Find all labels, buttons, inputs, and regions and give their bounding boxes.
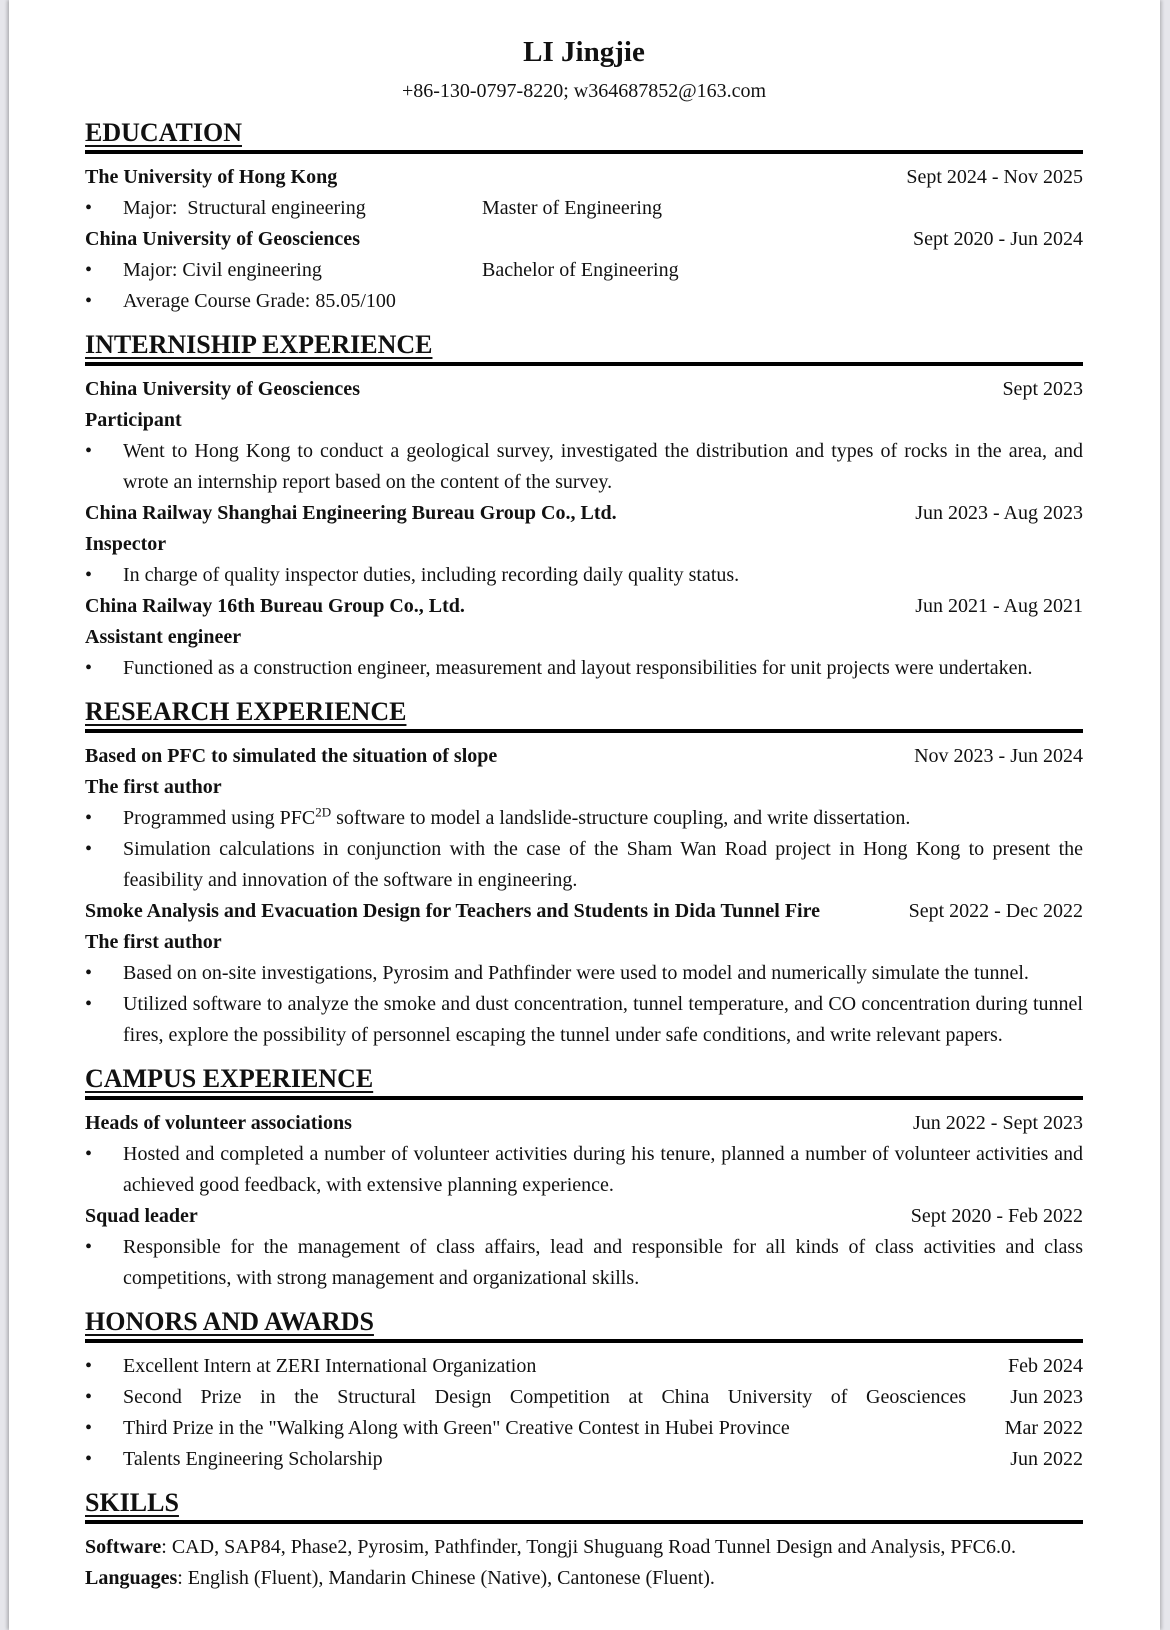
person-name: LI Jingjie xyxy=(523,36,645,68)
section-skills xyxy=(85,1487,1083,1594)
org-name: China University of Geosciences xyxy=(85,378,360,400)
honor-item xyxy=(85,1444,1083,1475)
bullet-text: In charge of quality inspector duties, including recording daily quality status. xyxy=(123,564,740,586)
section-title: EDUCATION xyxy=(85,118,242,147)
role-title: Assistant engineer xyxy=(85,626,242,648)
bullet-item xyxy=(85,286,1083,317)
bullet-icon: • xyxy=(85,259,93,281)
bullet-item xyxy=(85,193,1083,224)
date-range: Sept 2020 - Feb 2022 xyxy=(910,1205,1083,1227)
bullet-item xyxy=(85,653,1083,684)
date-range: Jun 2021 - Aug 2021 xyxy=(915,595,1083,617)
bullet-text xyxy=(123,803,1083,834)
section-heading-research xyxy=(85,696,1083,733)
bullet-icon: • xyxy=(85,807,93,829)
role-title: The first author xyxy=(85,931,222,953)
entry-header xyxy=(85,224,1083,255)
section-campus xyxy=(85,1063,1083,1294)
section-title: RESEARCH EXPERIENCE xyxy=(85,697,407,726)
bullet-icon: • xyxy=(85,657,93,679)
entry-header xyxy=(85,1201,1083,1232)
bullet-text: Utilized software to analyze the smoke and dust concentration, tunnel temperature, and CO concentration during tunnel fires, explore the possibility of personnel escaping the tunnel under safe conditions, and write relevant papers. xyxy=(123,993,1083,1046)
bullet-item xyxy=(85,436,1083,498)
bullet-icon: • xyxy=(85,440,93,462)
entry-header xyxy=(85,741,1083,772)
bullet-text: Hosted and completed a number of volunteer activities during his tenure, planned a number of volunteer activities and achieved good feedback, with extensive planning experience. xyxy=(123,1143,1083,1196)
resume-page xyxy=(9,0,1160,1630)
bullet-icon: • xyxy=(85,197,93,219)
bullet-item xyxy=(85,989,1083,1051)
entry-header xyxy=(85,374,1083,405)
bullet-icon: • xyxy=(85,838,93,860)
section-title: INTERNISHIP EXPERIENCE xyxy=(85,330,433,359)
bullet-item xyxy=(85,834,1083,896)
bullet-icon: • xyxy=(85,1448,93,1470)
section-title: CAMPUS EXPERIENCE xyxy=(85,1064,374,1093)
major-label: Major: Structural engineering xyxy=(123,197,366,219)
entry-header xyxy=(85,896,1083,927)
date-range: Sept 2022 - Dec 2022 xyxy=(908,900,1083,922)
section-title: SKILLS xyxy=(85,1488,179,1517)
honor-text: Excellent Intern at ZERI International Organization xyxy=(123,1355,537,1377)
superscript: 2D xyxy=(315,804,332,820)
contact-info: +86-130-0797-8220; w364687852@163.com xyxy=(401,80,767,102)
bullet-icon: • xyxy=(85,1355,93,1377)
bullet-text: Functioned as a construction engineer, measurement and layout responsibilities for unit projects were undertaken. xyxy=(123,657,1033,679)
section-heading-skills xyxy=(85,1487,1083,1524)
entry-header xyxy=(85,162,1083,193)
honor-text: Third Prize in the "Walking Along with Green" Creative Contest in Hubei Province xyxy=(123,1417,790,1439)
section-research xyxy=(85,696,1083,1051)
honor-text: Talents Engineering Scholarship xyxy=(123,1448,383,1470)
bullet-icon: • xyxy=(85,290,93,312)
date-range: Sept 2020 - Jun 2024 xyxy=(913,228,1083,250)
skill-values: : CAD, SAP84, Phase2, Pyrosim, Pathfinder, Tongji Shuguang Road Tunnel Design and Analysis, PFC6.0. xyxy=(161,1536,1016,1558)
bullet-item xyxy=(85,1232,1083,1294)
role-title: Inspector xyxy=(85,533,167,555)
major-label: Major: Civil engineering xyxy=(123,259,322,281)
skill-label: Languages xyxy=(85,1567,178,1589)
bullet-text-pre: Programmed using PFC xyxy=(123,807,316,829)
degree-label: Master of Engineering xyxy=(482,197,662,219)
honor-item xyxy=(85,1413,1083,1444)
honor-item xyxy=(85,1382,1083,1413)
section-heading-campus xyxy=(85,1063,1083,1100)
bullet-item xyxy=(85,255,1083,286)
skill-line-languages xyxy=(85,1563,1083,1594)
project-title: Based on PFC to simulated the situation of slope xyxy=(85,745,498,767)
honor-date: Mar 2022 xyxy=(1004,1417,1083,1439)
bullet-icon: • xyxy=(85,962,93,984)
bullet-icon: • xyxy=(85,1417,93,1439)
position-title: Heads of volunteer associations xyxy=(85,1112,352,1134)
bullet-item xyxy=(85,560,1083,591)
section-heading-education xyxy=(85,117,1083,154)
bullet-text: Simulation calculations in conjunction with the case of the Sham Wan Road project in Hong Kong to present the feasibility and innovation of the software in engineering. xyxy=(123,838,1083,891)
role-title: The first author xyxy=(85,776,222,798)
project-title: Smoke Analysis and Evacuation Design for Teachers and Students in Dida Tunnel Fire xyxy=(85,900,820,922)
entry-header xyxy=(85,498,1083,529)
degree-label: Bachelor of Engineering xyxy=(482,259,679,281)
skill-values: : English (Fluent), Mandarin Chinese (Native), Cantonese (Fluent). xyxy=(177,1567,715,1589)
entry-header xyxy=(85,591,1083,622)
date-range: Sept 2024 - Nov 2025 xyxy=(906,166,1083,188)
date-range: Jun 2023 - Aug 2023 xyxy=(915,502,1083,524)
bullet-item xyxy=(85,803,1083,834)
honor-date: Jun 2023 xyxy=(1010,1386,1083,1408)
bullet-text xyxy=(123,255,1083,286)
bullet-icon: • xyxy=(85,993,93,1015)
bullet-icon: • xyxy=(85,564,93,586)
position-title: Squad leader xyxy=(85,1205,198,1227)
skill-label: Software xyxy=(85,1536,162,1558)
org-name: China Railway Shanghai Engineering Bureau Group Co., Ltd. xyxy=(85,502,617,524)
section-honors xyxy=(85,1306,1083,1475)
bullet-text: Went to Hong Kong to conduct a geological survey, investigated the distribution and types of rocks in the area, and wrote an internship report based on the content of the survey. xyxy=(123,440,1083,493)
org-name: China University of Geosciences xyxy=(85,228,360,250)
bullet-text: Average Course Grade: 85.05/100 xyxy=(123,290,396,312)
section-heading-internship xyxy=(85,329,1083,366)
honor-date: Feb 2024 xyxy=(1008,1355,1083,1377)
org-name: The University of Hong Kong xyxy=(85,166,338,188)
bullet-text xyxy=(123,193,1083,224)
role-title: Participant xyxy=(85,409,182,431)
bullet-item xyxy=(85,1139,1083,1201)
bullet-text: Based on on-site investigations, Pyrosim and Pathfinder were used to model and numerically simulate the tunnel. xyxy=(123,962,1029,984)
entry-header xyxy=(85,1108,1083,1139)
bullet-text: Responsible for the management of class affairs, lead and responsible for all kinds of class activities and class competitions, with strong management and organizational skills. xyxy=(123,1236,1083,1289)
honor-item xyxy=(85,1351,1083,1382)
date-range: Nov 2023 - Jun 2024 xyxy=(914,745,1083,767)
bullet-icon: • xyxy=(85,1386,93,1408)
bullet-icon: • xyxy=(85,1143,93,1165)
section-heading-honors xyxy=(85,1306,1083,1343)
honor-text: Second Prize in the Structural Design Competition at China University of Geosciences xyxy=(123,1386,966,1408)
section-title: HONORS AND AWARDS xyxy=(85,1307,374,1336)
bullet-icon: • xyxy=(85,1236,93,1258)
section-education xyxy=(85,117,1083,317)
org-name: China Railway 16th Bureau Group Co., Ltd. xyxy=(85,595,465,617)
section-internship xyxy=(85,329,1083,684)
date-range: Sept 2023 xyxy=(1002,378,1083,400)
date-range: Jun 2022 - Sept 2023 xyxy=(913,1112,1083,1134)
bullet-item xyxy=(85,958,1083,989)
honor-date: Jun 2022 xyxy=(1010,1448,1083,1470)
bullet-text-post: software to model a landslide-structure coupling, and write dissertation. xyxy=(331,807,911,829)
skill-line-software xyxy=(85,1532,1083,1563)
